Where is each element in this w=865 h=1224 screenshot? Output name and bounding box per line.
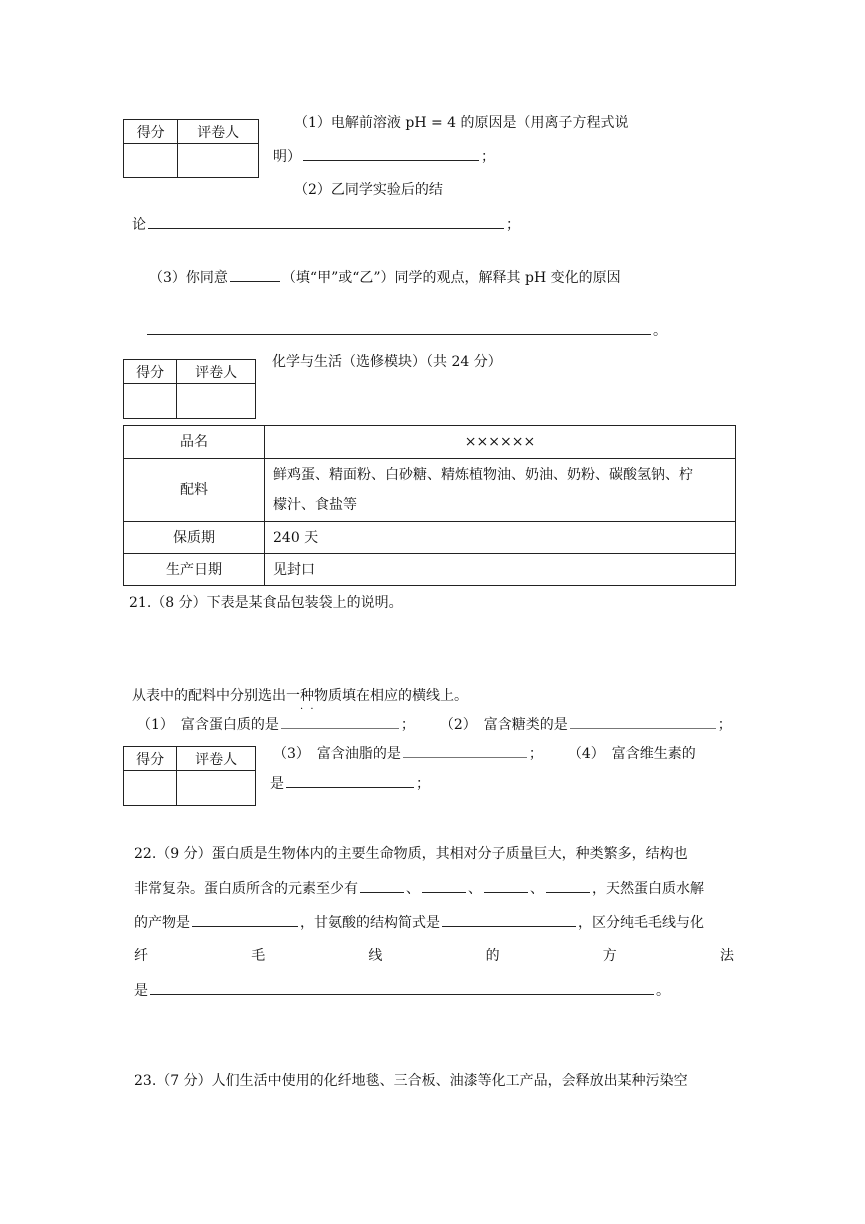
q21-item3-label: （3） 富含油脂的是 [273, 746, 401, 762]
q20-semicolon-2: ； [506, 217, 520, 233]
q20-semicolon: ； [481, 149, 495, 165]
answer-blank-glycine[interactable] [442, 912, 576, 927]
q21-item4-line2 [270, 773, 430, 794]
q21-instruction: 从表中的配料中分别选出一种物质填在相应的横线上。 [132, 688, 468, 704]
q20-part3-prefix: （3）你同意 [149, 270, 228, 286]
q20-part1-line1: （1）电解前溶液 pH = 4 的原因是（用离子方程式说 [294, 115, 629, 131]
table-row-label: 品名 [124, 426, 265, 459]
answer-blank-sugar[interactable] [570, 714, 716, 729]
q20-part3-suffix: （填“甲”或“乙”）同学的观点，解释其 pH 变化的原因 [281, 270, 621, 286]
table-row-label: 配料 [124, 459, 265, 522]
q20-period: 。 [653, 323, 667, 339]
ingredients-line-1: 鲜鸡蛋、精面粉、白砂糖、精炼植物油、奶油、奶粉、碳酸氢钠、柠 [273, 467, 693, 483]
q22-line4-word: 的 [485, 948, 500, 964]
score-cell[interactable] [124, 384, 177, 419]
answer-blank-2[interactable] [148, 214, 504, 229]
score-box-3 [123, 746, 256, 806]
q20-part1-prefix: 明） [273, 149, 301, 165]
answer-blank-fat[interactable] [403, 743, 527, 758]
grader-label: 评卷人 [177, 747, 256, 771]
q21-semicolon: ； [400, 717, 415, 733]
q20-part3-line1 [149, 267, 621, 288]
score-cell[interactable] [124, 144, 178, 178]
q22-sep: 、 [406, 881, 420, 897]
q21-item4-prefix: 是 [270, 776, 284, 792]
q21-stem: 21.（8 分）下表是某食品包装袋上的说明。 [129, 595, 403, 611]
q21-item4-label: （4） 富含维生素的 [567, 746, 696, 762]
grader-label: 评卷人 [178, 120, 259, 144]
q22-line5-prefix: 是 [134, 983, 148, 999]
q22-line4-word: 纤 [134, 948, 148, 964]
answer-blank-element-2[interactable] [422, 878, 466, 893]
q20-part3-line2 [145, 320, 667, 341]
q21-semicolon: ； [528, 746, 543, 762]
score-cell[interactable] [124, 771, 177, 806]
q22-line2-prefix: 非常复杂。蛋白质所含的元素至少有 [134, 881, 358, 897]
grader-label: 评卷人 [177, 360, 256, 384]
q21-items-1-2 [137, 714, 732, 735]
q22-line4-word: 线 [368, 948, 383, 964]
answer-blank-4[interactable] [147, 320, 651, 335]
answer-blank-protein[interactable] [281, 714, 399, 729]
q21-items-3-4 [273, 743, 696, 764]
q21-item1-label: （1） 富含蛋白质的是 [137, 717, 279, 733]
score-box-1 [123, 119, 259, 178]
q22-sep: 、 [530, 881, 544, 897]
q22-line3-middle: ，甘氨酸的结构简式是 [300, 915, 440, 931]
q22-line4-word: 方 [602, 948, 617, 964]
score-label: 得分 [124, 747, 177, 771]
q22-line3-suffix: ，区分纯毛毛线与化 [578, 915, 704, 931]
grader-cell[interactable] [177, 384, 256, 419]
q22-line3-prefix: 的产物是 [134, 915, 190, 931]
q21-semicolon: ； [416, 776, 430, 792]
answer-blank-element-3[interactable] [484, 878, 528, 893]
q21-item2-label: （2） 富含糖类的是 [439, 717, 568, 733]
table-row-value [265, 459, 736, 522]
q22-line2 [134, 878, 704, 899]
table-row-value: 240 天 [265, 522, 736, 554]
q22-period: 。 [656, 983, 670, 999]
answer-blank-3[interactable] [230, 267, 280, 282]
answer-blank-element-1[interactable] [360, 878, 404, 893]
emphasis-dots: · · [300, 704, 316, 715]
q22-line4-word: 毛 [251, 948, 266, 964]
table-row-value: 见封口 [265, 554, 736, 586]
table-row-value: ×××××× [265, 426, 736, 459]
q22-line1: 22.（9 分）蛋白质是生物体内的主要生命物质，其相对分子质量巨大，种类繁多，结构也 [134, 846, 688, 862]
q21-semicolon: ； [717, 717, 732, 733]
ingredients-line-2: 檬汁、食盐等 [273, 497, 357, 513]
q20-part2-line2 [132, 214, 520, 235]
table-row-label: 保质期 [124, 522, 265, 554]
answer-blank-method[interactable] [150, 980, 654, 995]
q20-part2-line1: （2）乙同学实验后的结 [294, 182, 443, 198]
answer-blank-element-4[interactable] [546, 878, 590, 893]
grader-cell[interactable] [178, 144, 259, 178]
score-label: 得分 [124, 120, 178, 144]
q22-sep: 、 [468, 881, 482, 897]
answer-blank-vitamin[interactable] [286, 773, 414, 788]
q22-line2-suffix: ，天然蛋白质水解 [592, 881, 704, 897]
section-title: 化学与生活（选修模块）（共 24 分） [272, 354, 502, 370]
q22-line4-word: 法 [719, 948, 734, 964]
q22-line3 [134, 912, 704, 933]
q20-part2-prefix: 论 [132, 217, 146, 233]
grader-cell[interactable] [177, 771, 256, 806]
score-box-2 [123, 359, 256, 419]
food-label-table [123, 425, 736, 586]
table-row-label: 生产日期 [124, 554, 265, 586]
score-label: 得分 [124, 360, 177, 384]
q20-part1-line2 [273, 146, 495, 167]
q22-line4 [134, 946, 734, 966]
q22-line5 [134, 980, 670, 1001]
q23-line1: 23.（7 分）人们生活中使用的化纤地毯、三合板、油漆等化工产品，会释放出某种污染空 [134, 1073, 688, 1089]
answer-blank-hydrolysis[interactable] [192, 912, 298, 927]
answer-blank-1[interactable] [303, 146, 479, 161]
